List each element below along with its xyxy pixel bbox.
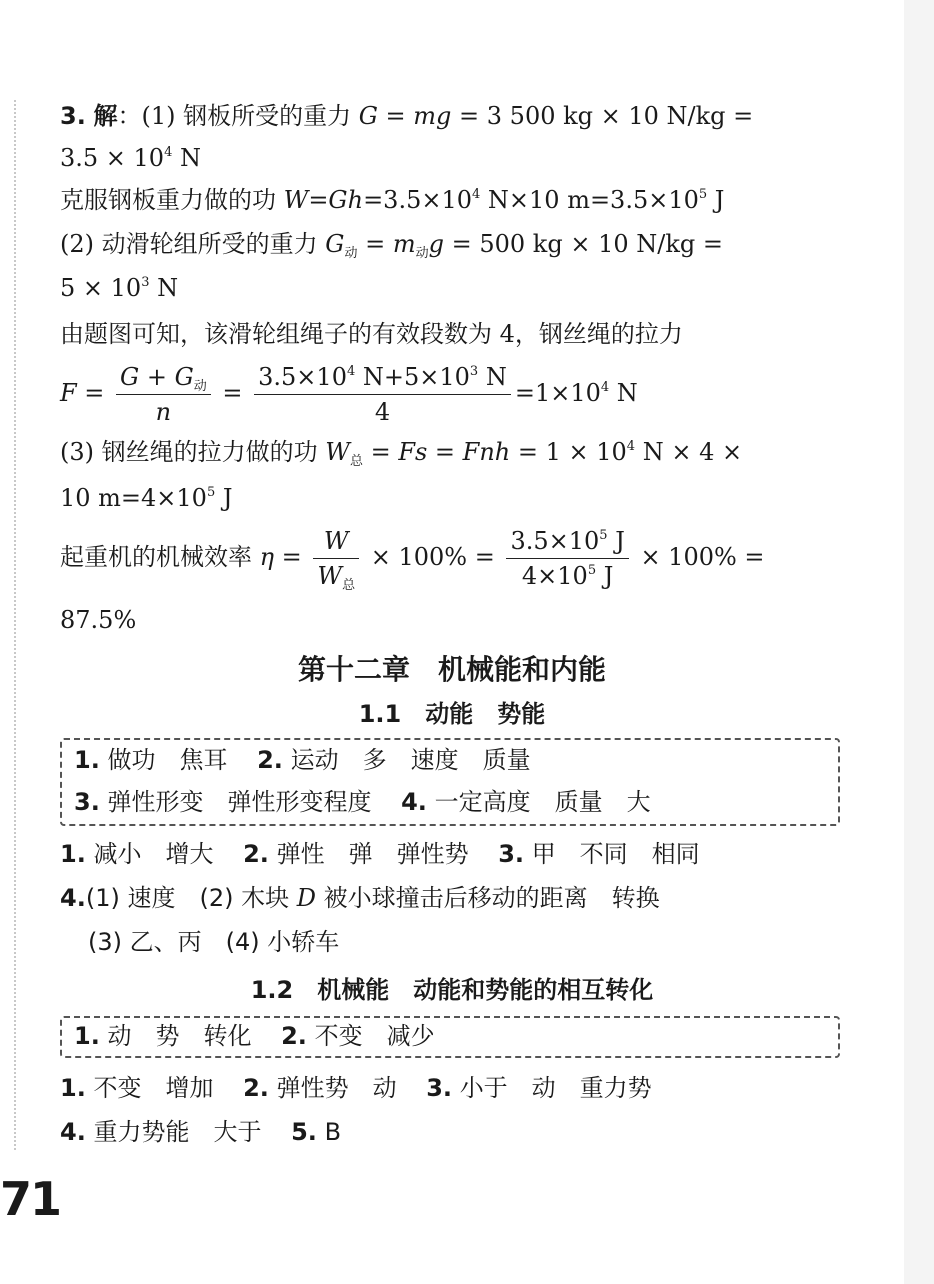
q3-line-8: (3) 钢丝绳的拉力做的功 $W_总 = Fs$ = Fnh = $1 \times 10^4$ N × 4 × [60, 438, 743, 469]
s2-answers-line-2: 4. 重力势能 大于 5. B [60, 1118, 342, 1146]
q3-line-7-force-formula: F = $\frac{G + G_动}{n}$ = $\frac{3.5\times 10^4 N+5\times 10^3 N}{4}$ $=1\times 10^4$ N [60, 358, 638, 429]
s1-answers-line-1: 1. 减小 增大 2. 弹性 弹 弹性势 3. 甲 不同 相同 [60, 840, 700, 868]
q3-number: 3. [60, 102, 86, 130]
q3-line-9: 10 $m=4\times 10^5$ J [60, 484, 233, 512]
page-edge [904, 0, 934, 1284]
fraction-efficiency: $\frac{W}{W_总}$ [313, 524, 359, 593]
section-1-2-title: 1.2 机械能 动能和势能的相互转化 [250, 976, 654, 1004]
q3-line-6: 由题图可知，该滑轮组绳子的有效段数为 4，钢丝绳的拉力 [60, 320, 683, 348]
q3-line-3: 克服钢板重力做的功 $W=Gh=3.5\times 10^4$ N×10 $m=3.5\times 10^5$ J [60, 186, 725, 214]
fraction-force: $\frac{G + G_动}{n}$ [116, 360, 211, 429]
chapter-title: 第十二章 机械能和内能 [297, 653, 606, 686]
s1-answers-line-3: (3) 乙、丙 (4) 小轿车 [88, 928, 340, 956]
s2-answers-line-1: 1. 不变 增加 2. 弹性势 动 3. 小于 动 重力势 [60, 1074, 652, 1102]
q3-line-11: 87.5% [60, 606, 137, 634]
q3-line-1: 3. 解：(1) 钢板所受的重力 G = mg = 3 500 kg × 10 N/kg = [60, 101, 754, 130]
s1-answers-line-2: 4.(1) 速度 (2) 木块 D 被小球撞击后移动的距离 转换 [60, 884, 660, 912]
fraction-force-values: $\frac{3.5\times 10^4 N+5\times 10^3 N}{4}$ [254, 360, 511, 429]
page-number: 71 [0, 1172, 61, 1226]
s1-box-line-1: 1. 做功 焦耳 2. 运动 多 速度 质量 [74, 746, 531, 774]
fraction-efficiency-values: $\frac{3.5\times 10^5 J}{4\times 10^5 J}$ [506, 524, 628, 593]
q3-line-4: (2) 动滑轮组所受的重力 $G_动 = m_动g = 500$ kg × 10 N/kg = [60, 230, 723, 261]
q3-line-10-efficiency: 起重机的机械效率 η = $\frac{W}{W_总}$ × 100% = $\frac{3.5\times 10^5 J}{4\times 10^5 J}$ × 100% = [60, 522, 765, 593]
s2-box-line-1: 1. 动 势 转化 2. 不变 减少 [74, 1022, 435, 1050]
q3-line-5: $5 \times 10^3$ N [60, 274, 179, 302]
q3-line-2: $3.5 \times 10^4$ N [60, 144, 201, 172]
s1-box-line-2: 3. 弹性形变 弹性形变程度 4. 一定高度 质量 大 [74, 788, 651, 816]
section-1-1-title: 1.1 动能 势能 [358, 700, 546, 728]
